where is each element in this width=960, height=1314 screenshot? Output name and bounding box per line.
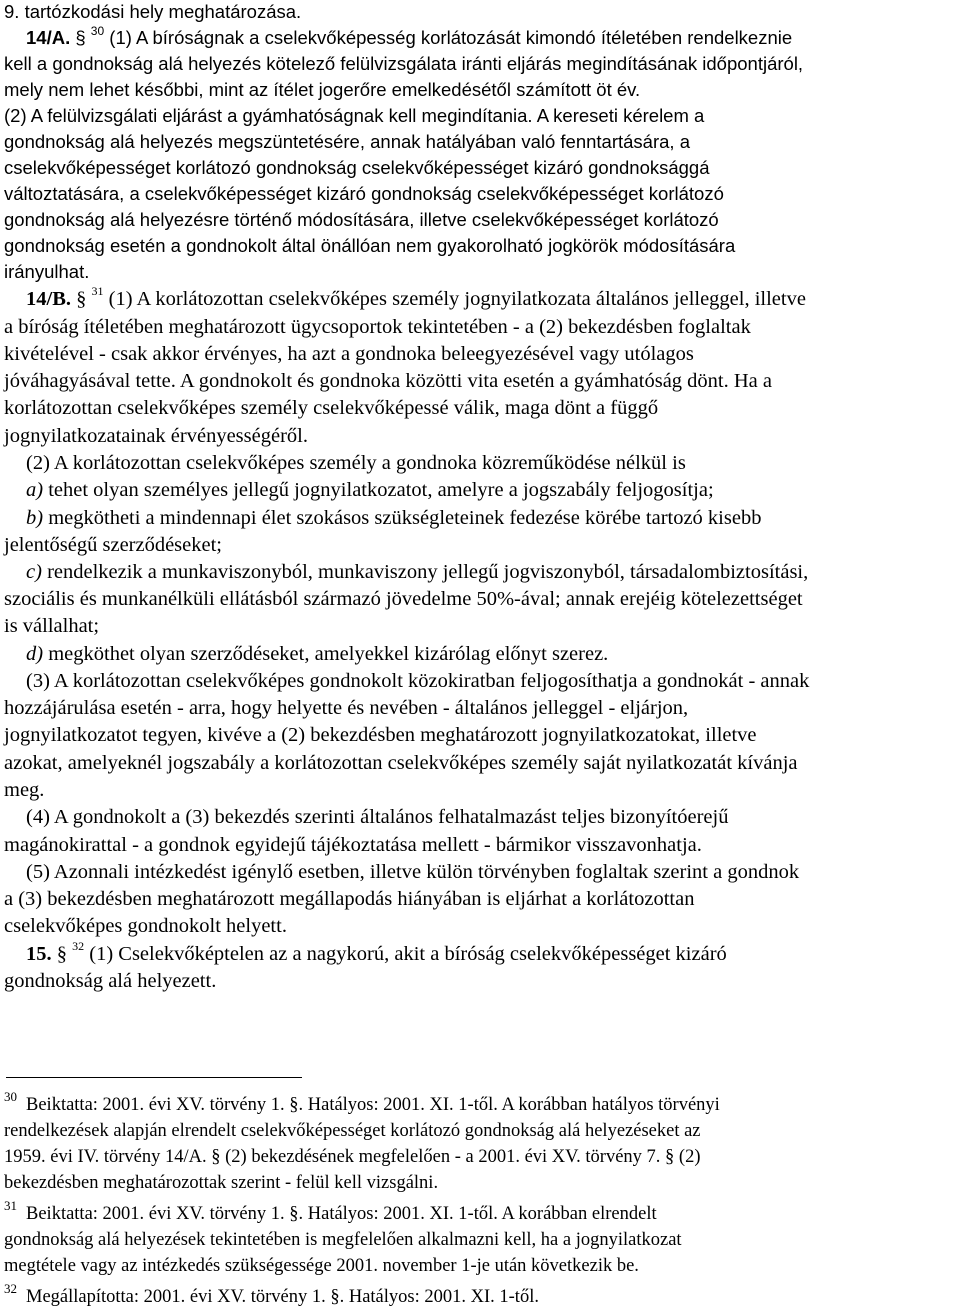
section-14a-subsection-2: (2) A felülvizsgálati eljárást a gyámhatóságnak kell megindítania. [4,105,533,126]
footnote-number-31: 31 [4,1198,17,1213]
list-text-d: megköthet olyan szerződéseket, amelyekkel kizárólag előnyt szerez. [48,643,609,665]
section-label-14a: 14/A. [26,27,71,48]
footnote-31-line-2: gondnokság alá helyezések tekintetében is megfelelően alkalmazni kell, ha a jognyilatkozat [4,1230,682,1250]
footnote-30-text-1: Beiktatta: 2001. évi XV. törvény 1. §. Hatályos: 2001. XI. 1-től. A korábban hatályos törvényi [26,1095,720,1115]
footnote-ref-32: 32 [72,939,85,954]
footnote-32-text-1: Megállapította: 2001. évi XV. törvény 1. §. Hatályos: 2001. XI. 1-től. [26,1287,539,1307]
section-14b-line-4: jóváhagyásával tette. A gondnokolt és gondnoka közötti vita esetén a gyámhatóság dönt. Ha a [4,370,772,392]
list-label-a: a) [26,479,44,501]
section-14a-line-2: kell a gondnokság alá helyezés kötelező felülvizsgálata iránti eljárás megindításának időpontjáról, [4,53,804,74]
footnote-number-30: 30 [4,1089,17,1104]
section-14b-subsection-2: (2) A korlátozottan cselekvőképes személy a gondnoka közreműködése nélkül is [26,452,686,474]
list-label-d: d) [26,643,44,665]
section-15-line-2: gondnokság alá helyezett. [4,970,217,992]
list-text-a: tehet olyan személyes jellegű jognyilatkozatot, amelyre a jogszabály feljogosítja; [48,479,714,501]
section-14a-line-6: cselekvőképességet korlátozó gondnokság cselekvőképességet kizáró gondnoksággá [4,157,710,178]
section-14b-line-5: korlátozottan cselekvőképes személy cselekvőképessé válik, maga dönt a függő [4,397,659,419]
section-14a-line-9: gondnokság esetén a gondnokolt által önállóan nem gyakorolható jogkörök módosítására [4,235,736,256]
section-14a-line-1: (1) A bíróságnak a cselekvőképesség korlátozását kimondó ítéletében rendelkeznie [109,27,793,48]
section-14b-line-1: (1) A korlátozottan cselekvőképes személy jognyilatkozata általános jelleggel, illetve [108,288,806,310]
section-14a-line-7: változtatására, a cselekvőképességet kizáró gondnokság cselekvőképességet korlátozó [4,183,724,204]
section-14b-line-6: jognyilatkozatainak érvényességéről. [4,425,308,447]
list-text-c-2: szociális és munkanélküli ellátásból származó jövedelme 50%-ával; annak erejéig kötelezettséget [4,588,803,610]
section-14b-subsection-5-line-2: a (3) bekezdésben meghatározott megállapodás hiányában is eljárhat a korlátozottan [4,888,695,910]
footnote-number-32: 32 [4,1281,17,1296]
section-label-15: 15. [26,943,52,965]
section-14b-subsection-3-line-5: meg. [4,779,45,801]
section-14a-line-3: mely nem lehet későbbi, mint az ítélet jogerőre emelkedésétől számított öt év. [4,79,641,100]
list-label-b: b) [26,507,44,529]
footnote-32-line-1 [4,1281,539,1308]
section-14a-line-4b: A kereseti kérelem a [536,105,705,126]
list-item-c [26,560,808,584]
section-14b-subsection-5-line-1: (5) Azonnali intézkedést igénylő esetben, illetve külön törvényben foglaltak szerint a gondnok [26,861,800,883]
footnote-31-line-3: megtétele vagy az intézkedés szükségessége 2001. november 1-je után következik be. [4,1256,639,1276]
footnote-31-text-1: Beiktatta: 2001. évi XV. törvény 1. §. Hatályos: 2001. XI. 1-től. A korábban elrendelt [26,1204,657,1224]
footnote-31-line-1 [4,1198,657,1225]
section-14b-subsection-3-line-2: hozzájárulása esetén - arra, hogy helyette és nevében - általános jelleggel - eljárjon, [4,697,689,719]
list-text-c-3: is vállalhat; [4,615,100,637]
section-14a-line-8: gondnokság alá helyezésre történő módosítására, illetve cselekvőképességet korlátozó [4,209,719,230]
section-14b-line-3: kivételével - csak akkor érvényes, ha azt a gondnoka beleegyezésével vagy utólagos [4,343,694,365]
section-14a-line-4 [4,104,704,128]
section-14b-subsection-4-line-1: (4) A gondnokolt a (3) bekezdés szerinti általános felhatalmazást teljes bizonyítóerejű [26,806,729,828]
section-intro-line: 9. tartózkodási hely meghatározása. [4,1,302,22]
list-text-b-1: megkötheti a mindennapi élet szokásos szükségleteinek fedezése körébe tartozó kisebb [48,507,762,529]
footnote-ref-31: 31 [91,284,104,299]
list-item-a [26,478,714,502]
document-page [4,0,954,1314]
section-14b-line-2: a bíróság ítéletében meghatározott ügycsoportok tekintetében - a (2) bekezdésben foglaltak [4,316,751,338]
footnote-ref-30: 30 [90,23,105,38]
section-15-line-1: (1) Cselekvőképtelen az a nagykorú, akit a bíróság cselekvőképességet kizáró [89,943,727,965]
list-label-c: c) [26,561,42,583]
section-label-14b: 14/B. [26,288,71,310]
section-14b-subsection-3-line-4: azokat, amelyeknél jogszabály a korlátozottan cselekvőképes személy saját nyilatkozatát kívánja [4,752,798,774]
section-14b-subsection-3-line-1: (3) A korlátozottan cselekvőképes gondnokolt közokiratban feljogosíthatja a gondnokát - annak [26,670,810,692]
section-14b-subsection-3-line-3: jognyilatkozatot tegyen, kivéve a (2) bekezdésben meghatározott jognyilatkozatokat, illetve [4,724,757,746]
section-14b-first-line: 14/B. § $^{31}$ (1) A korlátozottan cselekvőképes személy jognyilatkozata általános jelleggel, illetve [26,284,806,310]
list-item-d [26,642,608,666]
section-14a-line-10: irányulhat. [4,261,90,282]
footnote-30-line-3: 1959. évi IV. törvény 14/A. § (2) bekezdésének megfelelően - a 2001. évi XV. törvény 7. § (2) [4,1147,701,1167]
list-text-c-1: rendelkezik a munkaviszonyból, munkaviszony jellegű jogviszonyból, társadalombiztosítási, [47,561,809,583]
footnote-30-line-4: bekezdésben meghatározottak szerint - felül kell vizsgálni. [4,1173,439,1193]
footnote-30-line-1 [4,1089,720,1116]
footnote-30-line-2: rendelkezések alapján elrendelt cselekvőképességet korlátozó gondnokság alá helyezéseket az [4,1121,701,1141]
list-item-b [26,506,761,530]
footnote-separator [6,1077,302,1078]
section-14a-first-line: 14/A. § $^{30}$ (1) A bíróságnak a cselekvőképesség korlátozását kimondó ítéletében rendelkeznie [26,23,793,48]
section-14b-subsection-4-line-2: magánokirattal - a gondnok egyidejű tájékoztatása mellett - bármikor visszavonhatja. [4,834,702,856]
section-15-first-line: 15. § $^{32}$ (1) Cselekvőképtelen az a nagykorú, akit a bíróság cselekvőképességet kizáró [26,939,727,965]
list-text-b-2: jelentőségű szerződéseket; [4,534,223,556]
section-14b-subsection-5-line-3: cselekvőképes gondnokolt helyett. [4,915,287,937]
section-14a-line-5: gondnokság alá helyezés megszüntetésére, annak hatályában való fenntartására, a [4,131,690,152]
